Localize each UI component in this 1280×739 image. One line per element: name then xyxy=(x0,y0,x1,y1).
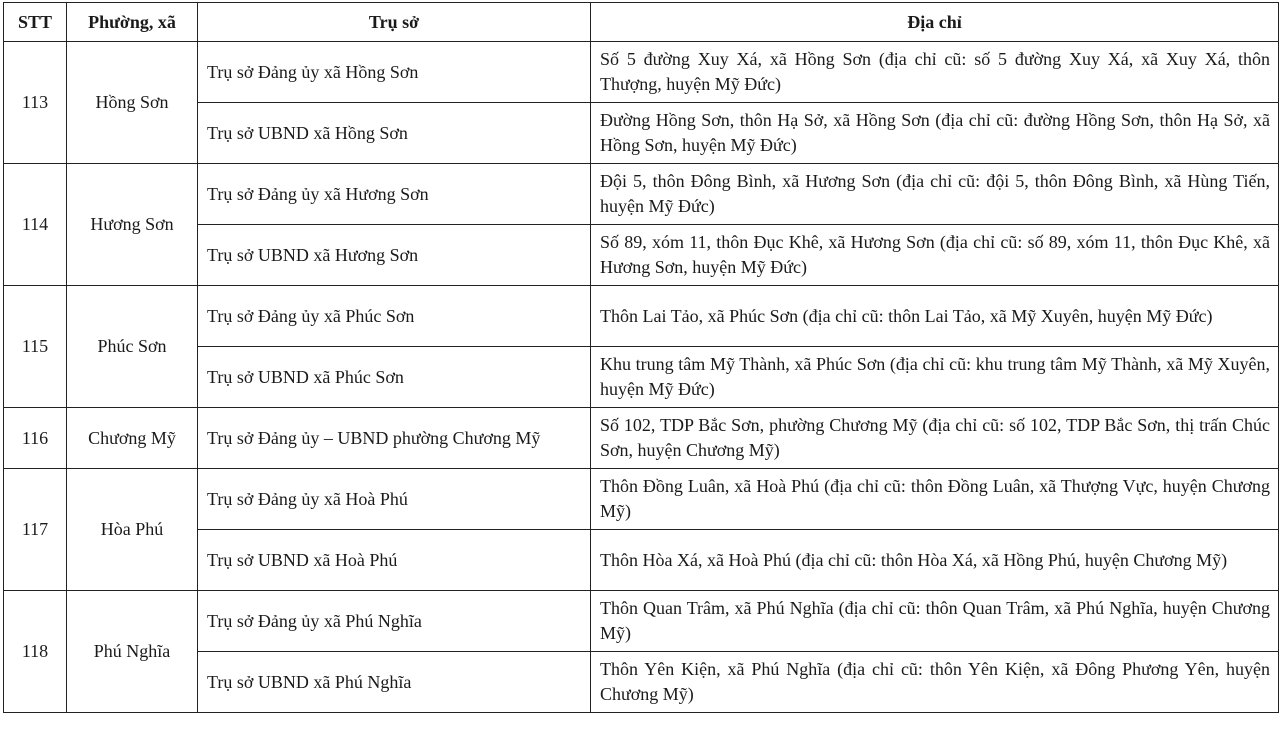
header-ward: Phường, xã xyxy=(67,3,198,42)
office-address: Số 102, TDP Bắc Sơn, phường Chương Mỹ (địa chỉ cũ: số 102, TDP Bắc Sơn, thị trấn Chúc Sơn, huyện Chương Mỹ) xyxy=(591,408,1279,469)
office-name: Trụ sở UBND xã Hương Sơn xyxy=(198,225,591,286)
row-stt: 118 xyxy=(4,591,67,713)
row-stt: 114 xyxy=(4,164,67,286)
table-row xyxy=(4,408,1279,469)
office-address: Thôn Quan Trâm, xã Phú Nghĩa (địa chỉ cũ: thôn Quan Trâm, xã Phú Nghĩa, huyện Chương Mỹ) xyxy=(591,591,1279,652)
row-ward: Hồng Sơn xyxy=(67,42,198,164)
office-address: Đội 5, thôn Đông Bình, xã Hương Sơn (địa chỉ cũ: đội 5, thôn Đông Bình, xã Hùng Tiến, huyện Mỹ Đức) xyxy=(591,164,1279,225)
row-ward: Phúc Sơn xyxy=(67,286,198,408)
row-stt: 116 xyxy=(4,408,67,469)
office-address: Thôn Yên Kiện, xã Phú Nghĩa (địa chỉ cũ: thôn Yên Kiện, xã Đông Phương Yên, huyện Chương Mỹ) xyxy=(591,652,1279,713)
office-name: Trụ sở UBND xã Phúc Sơn xyxy=(198,347,591,408)
office-name: Trụ sở Đảng ủy xã Phúc Sơn xyxy=(198,286,591,347)
office-name: Trụ sở Đảng ủy xã Hồng Sơn xyxy=(198,42,591,103)
table-body xyxy=(4,42,1279,713)
row-stt: 117 xyxy=(4,469,67,591)
office-address: Thôn Lai Tảo, xã Phúc Sơn (địa chỉ cũ: thôn Lai Tảo, xã Mỹ Xuyên, huyện Mỹ Đức) xyxy=(591,286,1279,347)
office-address: Thôn Hòa Xá, xã Hoà Phú (địa chỉ cũ: thôn Hòa Xá, xã Hồng Phú, huyện Chương Mỹ) xyxy=(591,530,1279,591)
office-name: Trụ sở UBND xã Hồng Sơn xyxy=(198,103,591,164)
row-stt: 113 xyxy=(4,42,67,164)
office-address: Khu trung tâm Mỹ Thành, xã Phúc Sơn (địa chỉ cũ: khu trung tâm Mỹ Thành, xã Mỹ Xuyên, huyện Mỹ Đức) xyxy=(591,347,1279,408)
row-ward: Chương Mỹ xyxy=(67,408,198,469)
office-address: Số 5 đường Xuy Xá, xã Hồng Sơn (địa chỉ cũ: số 5 đường Xuy Xá, xã Xuy Xá, thôn Thượng, huyện Mỹ Đức) xyxy=(591,42,1279,103)
table-row xyxy=(4,164,1279,225)
table-row xyxy=(4,469,1279,530)
header-address: Địa chỉ xyxy=(591,3,1279,42)
office-name: Trụ sở Đảng ủy xã Hương Sơn xyxy=(198,164,591,225)
header-office: Trụ sở xyxy=(198,3,591,42)
table-header-row xyxy=(4,3,1279,42)
office-address: Đường Hồng Sơn, thôn Hạ Sở, xã Hồng Sơn (địa chỉ cũ: đường Hồng Sơn, thôn Hạ Sở, xã Hồng Sơn, huyện Mỹ Đức) xyxy=(591,103,1279,164)
row-stt: 115 xyxy=(4,286,67,408)
office-address: Thôn Đồng Luân, xã Hoà Phú (địa chỉ cũ: thôn Đồng Luân, xã Thượng Vực, huyện Chương Mỹ) xyxy=(591,469,1279,530)
table-row xyxy=(4,591,1279,652)
office-name: Trụ sở Đảng ủy xã Phú Nghĩa xyxy=(198,591,591,652)
row-ward: Phú Nghĩa xyxy=(67,591,198,713)
row-ward: Hương Sơn xyxy=(67,164,198,286)
row-ward: Hòa Phú xyxy=(67,469,198,591)
office-name: Trụ sở UBND xã Phú Nghĩa xyxy=(198,652,591,713)
office-address-table xyxy=(3,2,1279,713)
header-stt: STT xyxy=(4,3,67,42)
office-name: Trụ sở Đảng ủy xã Hoà Phú xyxy=(198,469,591,530)
office-name: Trụ sở Đảng ủy – UBND phường Chương Mỹ xyxy=(198,408,591,469)
office-address: Số 89, xóm 11, thôn Đục Khê, xã Hương Sơn (địa chỉ cũ: số 89, xóm 11, thôn Đục Khê, xã Hương Sơn, huyện Mỹ Đức) xyxy=(591,225,1279,286)
table-row xyxy=(4,286,1279,347)
office-name: Trụ sở UBND xã Hoà Phú xyxy=(198,530,591,591)
table-row xyxy=(4,42,1279,103)
